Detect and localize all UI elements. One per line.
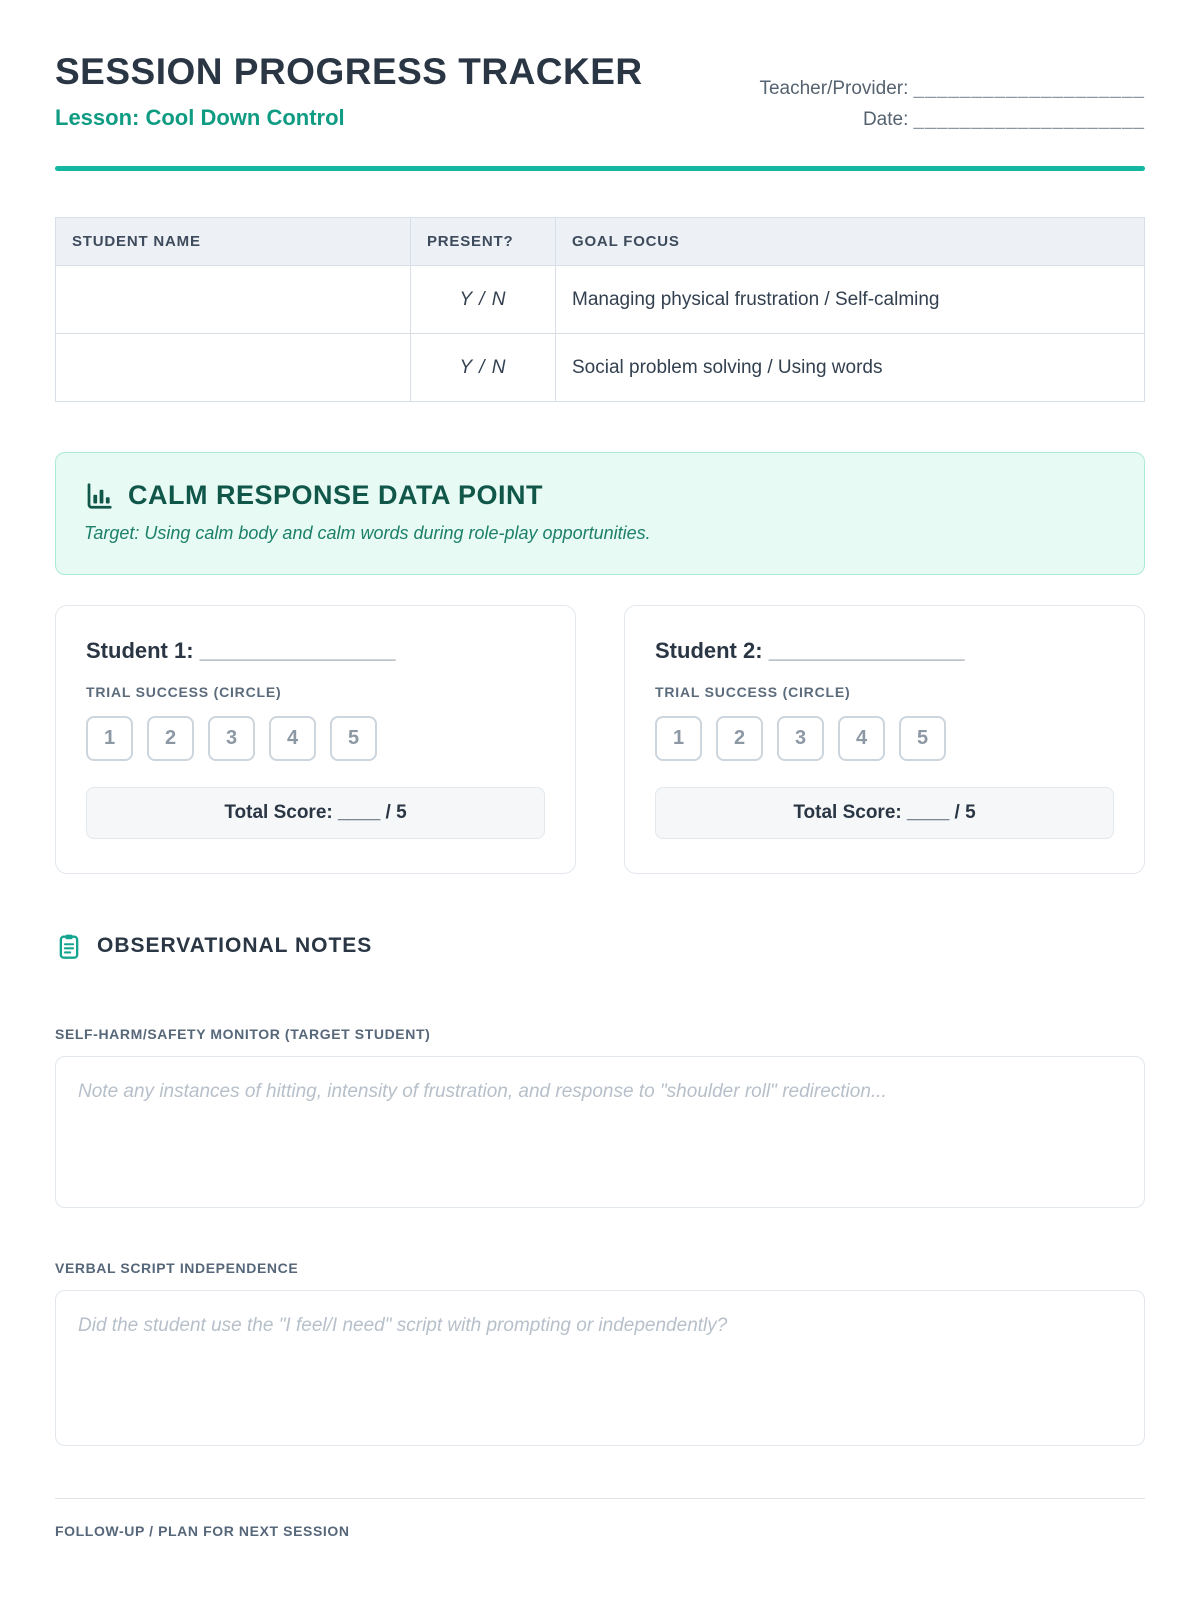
trial-circle-4[interactable]: 4 [838,716,885,761]
trial-circle-4[interactable]: 4 [269,716,316,761]
callout-title: CALM RESPONSE DATA POINT [128,480,544,510]
trial-row [86,716,545,761]
trial-row [655,716,1114,761]
teacher-label: Teacher/Provider: [759,78,909,99]
student-name-cell[interactable] [56,266,411,334]
goal-focus-cell: Social problem solving / Using words [556,334,1145,402]
roster-header-row [56,218,1145,266]
verbal-script-textarea[interactable] [55,1290,1145,1446]
safety-monitor-label: SELF-HARM/SAFETY MONITOR (TARGET STUDENT) [55,1026,431,1042]
roster-table [55,217,1145,402]
callout-target-text: Target: Using calm body and calm words during role-play opportunities. [84,523,651,543]
teal-divider [55,166,1145,171]
date-blank-field[interactable]: ____________________ [913,109,1145,130]
section-divider [55,1498,1145,1499]
column-header-present: PRESENT? [411,218,556,266]
date-label: Date: [862,109,909,130]
trial-circle-5[interactable]: 5 [899,716,946,761]
trial-success-label: TRIAL SUCCESS (CIRCLE) [655,684,851,700]
present-toggle[interactable]: Y / N [411,266,556,334]
callout-title-row [84,480,1116,511]
student-name-cell[interactable] [56,334,411,402]
clipboard-icon [55,932,83,960]
header [55,52,1145,140]
student-1-label [86,638,545,664]
followup-plan-label: FOLLOW-UP / PLAN FOR NEXT SESSION [55,1523,350,1539]
student-1-card [55,605,576,874]
total-score-field[interactable]: Total Score: ____ / 5 [655,787,1114,839]
teacher-blank-field[interactable]: ____________________ [913,78,1145,99]
total-score-field[interactable]: Total Score: ____ / 5 [86,787,545,839]
goal-focus-cell: Managing physical frustration / Self-calming [556,266,1145,334]
date-line [759,109,1145,131]
column-header-student-name: STUDENT NAME [56,218,411,266]
header-left [55,52,643,131]
student-2-label-text: Student 2: [655,638,763,663]
table-row [56,266,1145,334]
page-title: SESSION PROGRESS TRACKER [55,51,643,92]
trial-circle-3[interactable]: 3 [208,716,255,761]
student-2-card [624,605,1145,874]
trial-cards [55,605,1145,874]
trial-circle-2[interactable]: 2 [147,716,194,761]
student-1-name-blank[interactable]: ________________ [199,638,396,663]
trial-circle-5[interactable]: 5 [330,716,377,761]
observational-notes-title: OBSERVATIONAL NOTES [97,934,373,957]
trial-circle-2[interactable]: 2 [716,716,763,761]
calm-response-callout [55,452,1145,575]
trial-success-label: TRIAL SUCCESS (CIRCLE) [86,684,282,700]
student-2-name-blank[interactable]: ________________ [768,638,965,663]
table-row [56,334,1145,402]
present-toggle[interactable]: Y / N [411,334,556,402]
teacher-line [759,78,1145,100]
verbal-script-label: VERBAL SCRIPT INDEPENDENCE [55,1260,299,1276]
observational-notes-header [55,932,1145,960]
safety-monitor-textarea[interactable] [55,1056,1145,1208]
trial-circle-1[interactable]: 1 [655,716,702,761]
trial-circle-1[interactable]: 1 [86,716,133,761]
column-header-goal-focus: GOAL FOCUS [556,218,1145,266]
header-meta [759,52,1145,140]
student-2-label [655,638,1114,664]
trial-circle-3[interactable]: 3 [777,716,824,761]
lesson-subtitle: Lesson: Cool Down Control [55,104,345,130]
bar-chart-icon [84,481,114,511]
student-1-label-text: Student 1: [86,638,194,663]
